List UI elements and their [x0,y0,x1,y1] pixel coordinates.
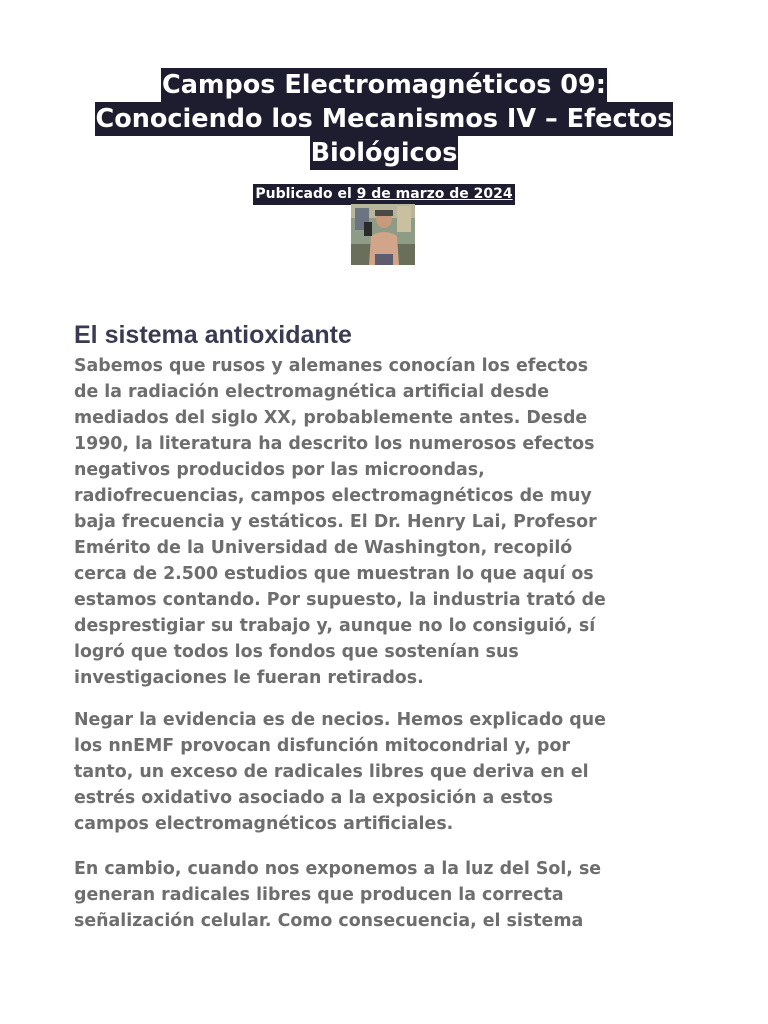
title-line-1: Campos Electromagnéticos 09: [162,70,606,100]
text-line: desprestigiar su trabajo y, aunque no lo consiguió, sí [74,616,596,636]
body-paragraph-3 [74,856,704,934]
text-line: baja frecuencia y estáticos. El Dr. Henry Lai, Profesor [74,512,597,532]
text-line: logró que todos los fondos que sostenían sus [74,642,519,662]
title-line-2: Conociendo los Mecanismos IV – Efectos [95,104,673,134]
text-line: Negar la evidencia es de necios. Hemos explicado que [74,710,606,730]
text-line: En cambio, cuando nos exponemos a la luz del Sol, se [74,859,602,879]
text-line: estrés oxidativo asociado a la exposición a estos [74,788,554,808]
article-title [0,68,768,170]
text-line: radiofrecuencias, campos electromagnéticos de muy [74,486,592,506]
published-date-link[interactable]: 9 de marzo de 2024 [356,186,513,202]
title-line-3: Biológicos [310,138,458,168]
body-paragraph-1 [74,353,704,691]
text-line: campos electromagnéticos artificiales. [74,814,454,834]
publication-info [0,183,768,205]
text-line: mediados del siglo XX, probablemente antes. Desde [74,408,588,428]
text-line: investigaciones le fueran retirados. [74,668,424,688]
text-line: 1990, la literatura ha descrito los numerosos efectos [74,434,595,454]
text-line: Sabemos que rusos y alemanes conocían los efectos [74,356,589,376]
text-line: de la radiación electromagnética artificial desde [74,382,550,402]
text-line: Emérito de la Universidad de Washington, recopiló [74,538,573,558]
text-line: estamos contando. Por supuesto, la industria trató de [74,590,606,610]
text-line: cerca de 2.500 estudios que muestran lo que aquí os [74,564,594,584]
text-line: generan radicales libres que producen la correcta [74,885,564,905]
author-avatar[interactable] [351,204,415,265]
published-prefix: Publicado el [255,186,352,202]
author-photo [351,204,415,265]
text-line: negativos producidos por las microondas, [74,460,485,480]
text-line: señalización celular. Como consecuencia, el sistema [74,911,584,931]
text-line: tanto, un exceso de radicales libres que deriva en el [74,762,589,782]
publication-label [253,184,514,205]
section-heading: El sistema antioxidante [74,321,352,349]
text-line: los nnEMF provocan disfunción mitocondrial y, por [74,736,571,756]
body-paragraph-2 [74,707,704,837]
